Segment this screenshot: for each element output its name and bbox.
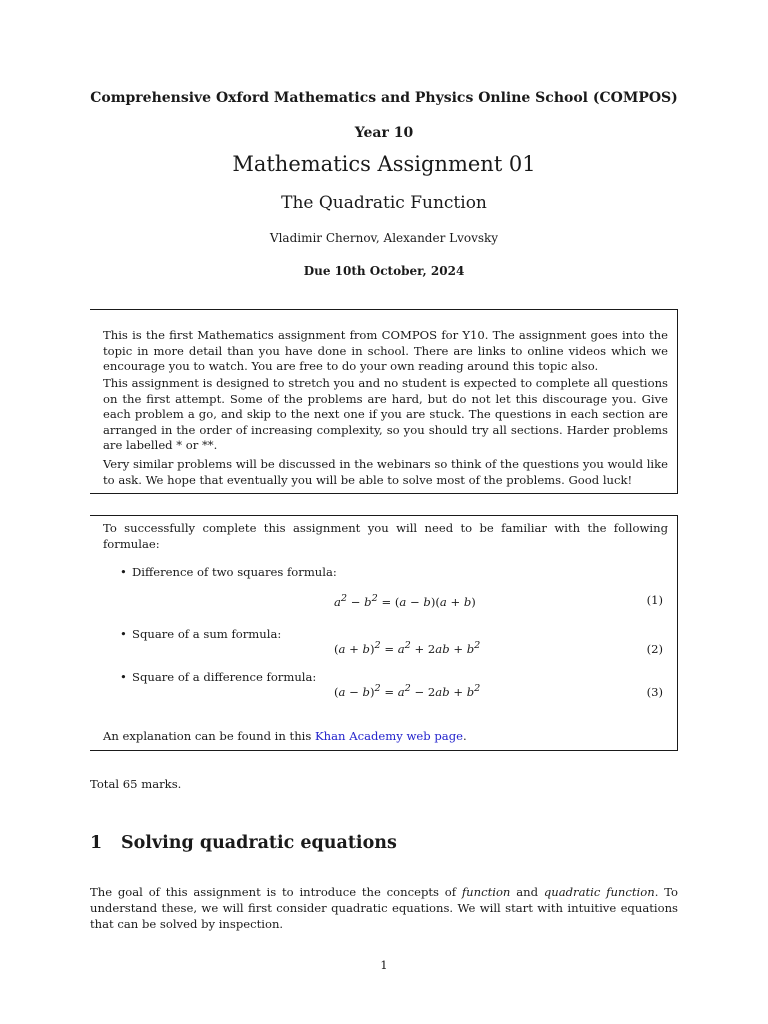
equation-square-of-sum: $(a + b)^2 = a^2 + 2ab + b^2$ <box>334 640 481 656</box>
formula-explanation <box>103 729 668 745</box>
intro-paragraph: Very similar problems will be discussed in the webinars so think of the questions you would like to ask. We hope that eventually you will be able to solve most of the problems. Good luck! <box>103 457 668 487</box>
formula-label: Difference of two squares formula: <box>132 565 337 579</box>
intro-text: The goal of this assignment is to introduce the concepts of <box>90 885 462 899</box>
intro-box <box>90 309 678 494</box>
formula-label: Square of a difference formula: <box>132 670 317 684</box>
bullet-icon: • <box>120 670 127 684</box>
bullet-icon: • <box>120 565 127 579</box>
formula-label: Square of a sum formula: <box>132 627 282 641</box>
equation-difference-of-squares: $a^2 - b^2 = (a - b)(a + b)$ <box>334 593 476 609</box>
year-label: Year 10 <box>354 125 414 141</box>
section-intro <box>90 884 678 933</box>
formula-lead: To successfully complete this assignment you will need to be familiar with the following formulae: <box>103 521 668 551</box>
due-date: Due 10th October, 2024 <box>303 264 465 278</box>
equation-number: (2) <box>646 642 663 656</box>
assignment-title: Mathematics Assignment 01 <box>232 152 536 176</box>
authors: Vladimir Chernov, Alexander Lvovsky <box>269 231 499 245</box>
intro-text: . To understand these, we will first consider quadratic equations. We will start with intuitive equations that can be solved by inspection. <box>90 885 679 932</box>
school-name: Comprehensive Oxford Mathematics and Physics Online School (COMPOS) <box>90 90 678 106</box>
assignment-subtitle: The Quadratic Function <box>281 193 487 213</box>
section-number: 1 <box>90 833 103 853</box>
formula-item <box>120 670 316 684</box>
section-title: Solving quadratic equations <box>121 833 397 853</box>
total-marks: Total 65 marks. <box>90 777 182 791</box>
intro-text: and <box>510 885 544 899</box>
equation-square-of-difference: $(a - b)^2 = a^2 - 2ab + b^2$ <box>334 683 481 699</box>
term-function: function <box>461 885 511 899</box>
formula-box <box>90 515 678 751</box>
equation-number: (3) <box>646 685 663 699</box>
explanation-suffix: . <box>463 729 467 743</box>
explanation-text: An explanation can be found in this <box>103 729 316 743</box>
equation-number: (1) <box>646 593 663 607</box>
formula-item <box>120 565 337 579</box>
bullet-icon: • <box>120 627 127 641</box>
intro-paragraph: This is the first Mathematics assignment from COMPOS for Y10. The assignment goes into the topic in more detail than you have done in school. There are links to online videos which we encourage you to watch. You are free to do your own reading around this topic also. <box>103 328 668 374</box>
term-quadratic-function: quadratic function <box>543 885 655 899</box>
formula-item <box>120 627 281 641</box>
page-number: 1 <box>380 958 388 972</box>
khan-academy-link[interactable]: Khan Academy web page <box>315 729 464 743</box>
intro-paragraph: This assignment is designed to stretch you and no student is expected to complete all questions on the first attempt. Some of the problems are hard, but do not let this discourage you. Give each problem a go, and skip to the next one if you are stuck. The questions in each section are arranged in the order of increasing complexity, so you should try all sections. Harder problems are labelled * or **. <box>103 376 668 453</box>
